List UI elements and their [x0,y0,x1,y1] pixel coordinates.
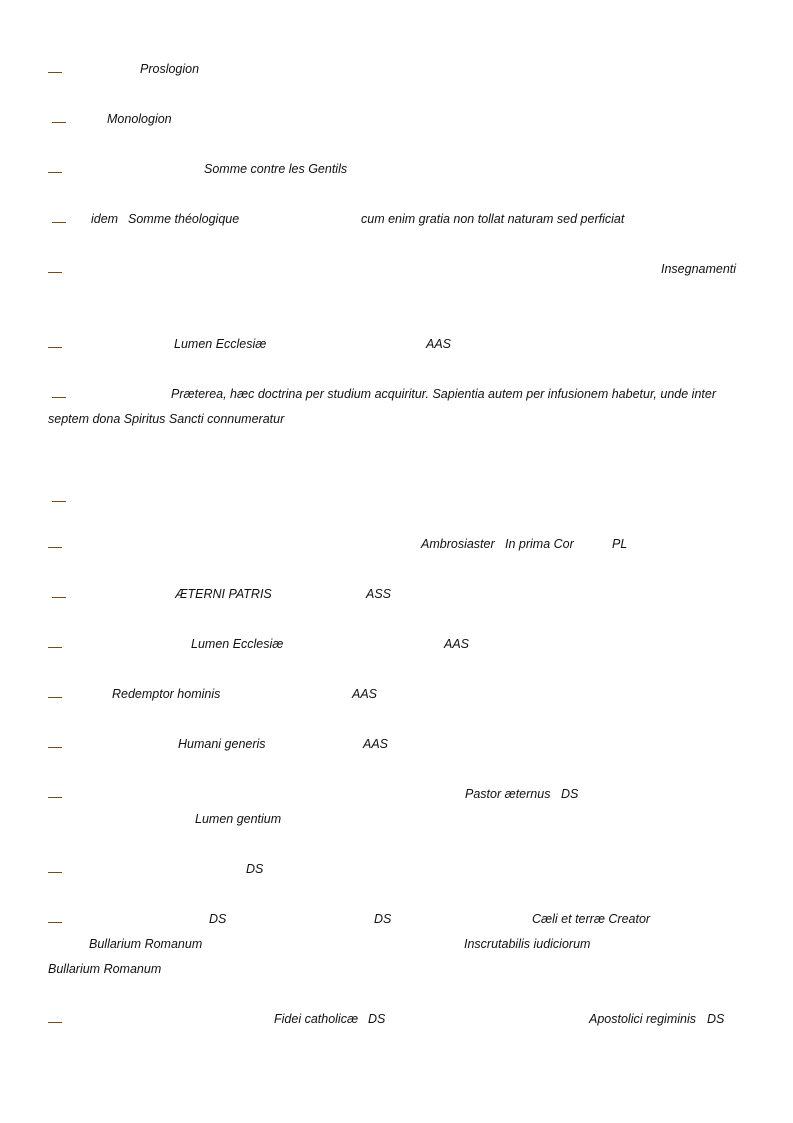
footnote-4 [0,211,793,231]
footnote-marker[interactable] [48,347,62,348]
footnote-text: AAS [444,637,470,651]
footnote-6 [0,336,793,356]
footnote-text: Lumen Ecclesiæ [191,637,284,651]
footnote-text: idem [91,212,119,226]
footnote-text: septem dona Spiritus Sancti connumeratur [48,412,285,426]
footnote-marker[interactable] [48,547,62,548]
footnote-marker[interactable] [52,222,66,223]
footnote-text: AAS [426,337,452,351]
footnote-marker[interactable] [48,797,62,798]
footnote-3 [0,161,793,181]
footnote-marker[interactable] [48,172,62,173]
footnote-text: Pastor æternus [465,787,551,801]
footnote-text: AAS [363,737,389,751]
footnote-text: DS [707,1012,725,1026]
footnote-text: Fidei catholicæ [274,1012,359,1026]
footnote-text: AAS [352,687,378,701]
footnote-text: Insegnamenti [661,262,737,276]
footnote-text: Lumen gentium [195,812,282,826]
footnote-text: ÆTERNI PATRIS [175,587,272,601]
footnote-text: Proslogion [140,62,200,76]
footnote-11 [0,636,793,656]
footnote-16 [0,911,793,981]
footnote-text: Monologion [107,112,172,126]
footnote-13 [0,736,793,756]
footnote-2 [0,111,793,131]
footnote-text: Præterea, hæc doctrina per studium acquiritur. Sapientia autem per infusionem habetur, unde inter [171,387,716,401]
footnote-marker[interactable] [48,72,62,73]
footnote-text: DS [561,787,579,801]
footnote-text: Lumen Ecclesiæ [174,337,267,351]
footnote-14 [0,786,793,831]
footnote-8 [0,490,793,510]
footnote-text: Ambrosiaster [421,537,495,551]
footnote-17 [0,1011,793,1031]
footnote-9 [0,536,793,556]
footnote-marker[interactable] [52,501,66,502]
footnote-text: Bullarium Romanum [89,937,203,951]
footnote-text: ASS [366,587,392,601]
footnote-marker[interactable] [52,122,66,123]
footnote-marker[interactable] [48,922,62,923]
footnote-12 [0,686,793,706]
footnote-text: Cæli et terræ Creator [532,912,651,926]
footnote-marker[interactable] [52,397,66,398]
footnote-7 [0,386,793,431]
footnote-1 [0,61,793,81]
footnote-5 [0,261,793,281]
footnote-text: Bullarium Romanum [48,962,162,976]
footnote-text: Humani generis [178,737,266,751]
footnote-marker[interactable] [48,697,62,698]
footnote-text: DS [209,912,227,926]
footnote-text: DS [246,862,264,876]
footnote-text: DS [368,1012,386,1026]
footnote-text: DS [374,912,392,926]
footnote-text: Inscrutabilis iudiciorum [464,937,591,951]
footnote-text: Redemptor hominis [112,687,221,701]
footnote-text: Somme contre les Gentils [204,162,348,176]
footnote-marker[interactable] [48,747,62,748]
footnote-text: cum enim gratia non tollat naturam sed perficiat [361,212,625,226]
footnote-marker[interactable] [48,647,62,648]
footnote-text: Somme théologique [128,212,240,226]
footnote-marker[interactable] [48,872,62,873]
footnote-marker[interactable] [48,272,62,273]
footnote-15 [0,861,793,881]
footnote-text: PL [612,537,628,551]
footnote-marker[interactable] [52,597,66,598]
footnote-text: In prima Cor [505,537,574,551]
footnote-marker[interactable] [48,1022,62,1023]
footnote-text: Apostolici regiminis [589,1012,696,1026]
footnote-10 [0,586,793,606]
